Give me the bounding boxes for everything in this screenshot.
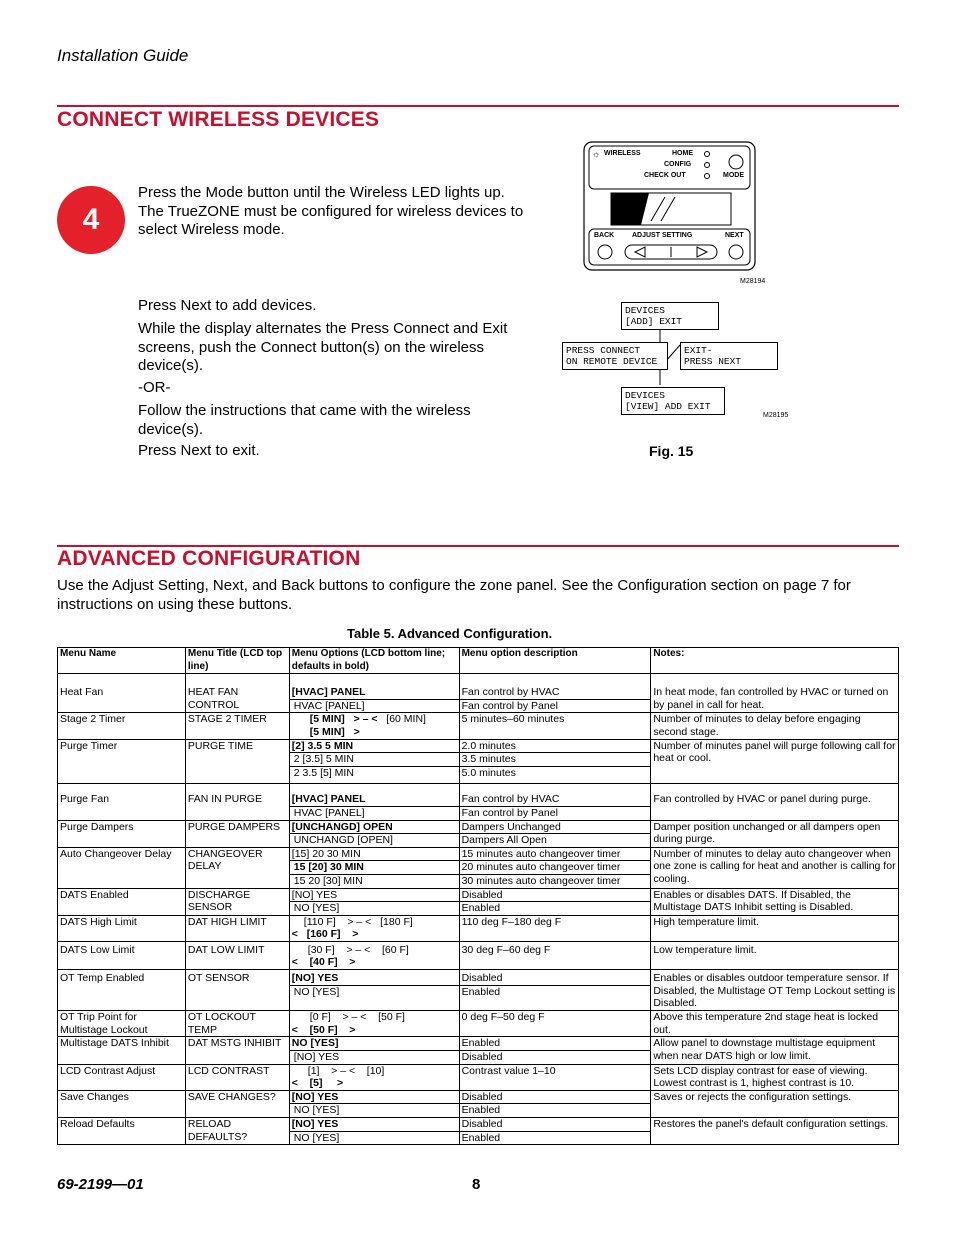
menu-name-cell: Heat Fan: [58, 674, 186, 713]
config-led-label: CONFIG: [664, 161, 692, 168]
table-row: [58, 847, 899, 861]
description-cell: Enabled: [459, 902, 651, 916]
option-cell: [289, 1064, 459, 1077]
col-option-description: Menu option description: [459, 648, 651, 674]
description-cell: Contrast value 1–10: [459, 1064, 651, 1090]
option-arrow-right: >: [352, 928, 359, 941]
lcd-press-connect: [562, 342, 668, 370]
table-row: [58, 888, 899, 902]
description-cell: Enabled: [459, 1131, 651, 1145]
option-cell: [289, 1024, 459, 1037]
option-cell: 2 [3.5] 5 MIN: [289, 753, 459, 767]
description-cell: 30 deg F–60 deg F: [459, 941, 651, 969]
option-arrow: >: [353, 725, 360, 738]
menu-title-cell: DAT MSTG INHIBIT: [185, 1037, 289, 1064]
option-arrows: > – <: [342, 1011, 367, 1024]
menu-name-cell: OT Trip Point for Multistage Lockout: [58, 1011, 186, 1037]
notes-cell: Number of minutes to delay before engaging second stage.: [651, 713, 899, 739]
col-menu-title: Menu Title (LCD top line): [185, 648, 289, 674]
option-max: [180 F]: [380, 915, 413, 928]
description-cell: Disabled: [459, 888, 651, 902]
notes-cell: Number of minutes panel will purge following call for heat or cool.: [651, 739, 899, 784]
menu-title-cell: PURGE DAMPERS: [185, 820, 289, 847]
sun-icon: ☼: [592, 149, 601, 159]
table-row: [58, 970, 899, 986]
col-notes: Notes:: [651, 648, 899, 674]
menu-name-cell: LCD Contrast Adjust: [58, 1064, 186, 1090]
menu-name-cell: Purge Dampers: [58, 820, 186, 847]
option-cell: [289, 941, 459, 956]
menu-name-cell: DATS Enabled: [58, 888, 186, 915]
notes-cell: Restores the panel's default configuration settings.: [651, 1118, 899, 1145]
option-max: [50 F]: [378, 1011, 405, 1024]
option-cell: NO [YES]: [289, 985, 459, 1011]
table-row: [58, 1011, 899, 1024]
lcd-line-1: DEVICES: [625, 390, 665, 401]
menu-title-cell: CHANGEOVER DELAY: [185, 847, 289, 888]
step-instruction-or: -OR-: [138, 379, 171, 396]
menu-title-cell: DAT HIGH LIMIT: [185, 915, 289, 941]
menu-title-cell: PURGE TIME: [185, 739, 289, 784]
lcd-exit-press-next: [680, 342, 778, 370]
description-cell: Disabled: [459, 970, 651, 986]
option-arrow-right: >: [349, 1023, 356, 1036]
zone-panel-illustration: [583, 141, 756, 271]
table-caption: Table 5. Advanced Configuration.: [347, 626, 553, 641]
option-cell: [NO] YES: [289, 1051, 459, 1065]
step-instruction-1: Press the Mode button until the Wireless LED lights up. The TrueZONE must be configured for wireless devices to select Wireless mode.: [138, 184, 524, 238]
mode-button-label: MODE: [723, 172, 744, 179]
option-cell: [HVAC] PANEL: [289, 674, 459, 700]
table-row: [58, 941, 899, 956]
menu-title-cell: OT SENSOR: [185, 970, 289, 1011]
option-default: [5 MIN]: [309, 725, 345, 738]
menu-title-cell: HEAT FAN CONTROL: [185, 674, 289, 713]
option-cell: [UNCHANGD] OPEN: [289, 820, 459, 834]
option-cell: 15 20 [30] MIN: [289, 874, 459, 888]
option-arrows: > – <: [346, 943, 371, 956]
description-cell: 5 minutes–60 minutes: [459, 713, 651, 739]
description-cell: 110 deg F–180 deg F: [459, 915, 651, 941]
menu-name-cell: Auto Changeover Delay: [58, 847, 186, 888]
description-cell: Disabled: [459, 1051, 651, 1065]
option-max: [60 F]: [381, 943, 409, 956]
notes-cell: Damper position unchanged or all dampers open during purge.: [651, 820, 899, 847]
option-arrows: > – <: [353, 713, 378, 726]
step-instruction-3: While the display alternates the Press Connect and Exit screens, push the Connect button(s) on the wireless device(s).: [138, 320, 508, 374]
lcd-line-2: [ADD] EXIT: [625, 316, 683, 327]
option-cell: 2 3.5 [5] MIN: [289, 766, 459, 784]
adjust-setting-label: ADJUST SETTING: [632, 232, 693, 239]
description-cell: Disabled: [459, 1118, 651, 1132]
menu-name-cell: Stage 2 Timer: [58, 713, 186, 739]
notes-cell: In heat mode, fan controlled by HVAC or turned on by panel in call for heat.: [651, 674, 899, 713]
option-min: [110 F]: [303, 915, 336, 928]
step-instruction-5: Press Next to exit.: [138, 442, 260, 459]
option-cell: [HVAC] PANEL: [289, 784, 459, 807]
description-cell: Enabled: [459, 985, 651, 1011]
lcd-devices-add: [621, 302, 719, 330]
step-number-badge: 4: [57, 186, 125, 254]
description-cell: Dampers All Open: [459, 834, 651, 848]
description-cell: 3.5 minutes: [459, 753, 651, 767]
menu-name-cell: DATS Low Limit: [58, 941, 186, 969]
option-cell: NO [YES]: [289, 1037, 459, 1051]
table-row: [58, 1090, 899, 1104]
option-default: [40 F]: [309, 956, 338, 969]
option-cell: HVAC [PANEL]: [289, 806, 459, 820]
notes-cell: Fan controlled by HVAC or panel during purge.: [651, 784, 899, 820]
notes-cell: Enables or disables DATS. If Disabled, the Multistage DATS Inhibit setting is Disabled.: [651, 888, 899, 915]
menu-name-cell: OT Temp Enabled: [58, 970, 186, 1011]
description-cell: 0 deg F–50 deg F: [459, 1011, 651, 1037]
option-cell: [289, 915, 459, 928]
col-menu-options: Menu Options (LCD bottom line; defaults in bold): [289, 648, 459, 674]
option-max: [10]: [366, 1064, 385, 1077]
notes-cell: Low temperature limit.: [651, 941, 899, 969]
lcd-line-2: [VIEW] ADD EXIT: [625, 401, 711, 412]
table-row: [58, 674, 899, 700]
option-arrow-left: <: [291, 1023, 298, 1036]
col-menu-name: Menu Name: [58, 648, 186, 674]
option-cell: [289, 713, 459, 726]
section-title-advanced: ADVANCED CONFIGURATION: [57, 547, 361, 570]
option-cell: [289, 1011, 459, 1024]
menu-name-cell: Purge Timer: [58, 739, 186, 784]
option-max: [60 MIN]: [386, 713, 426, 726]
notes-cell: Sets LCD display contrast for ease of viewing. Lowest contrast is 1, highest contrast is 10.: [651, 1064, 899, 1090]
notes-cell: Allow panel to downstage multistage equipment when near DATS high or low limit.: [651, 1037, 899, 1064]
menu-name-cell: Save Changes: [58, 1090, 186, 1117]
option-cell: [NO] YES: [289, 888, 459, 902]
option-arrow-right: >: [337, 1077, 344, 1090]
description-cell: 5.0 minutes: [459, 766, 651, 784]
menu-title-cell: FAN IN PURGE: [185, 784, 289, 820]
option-cell: [289, 956, 459, 969]
flow-figure-code: M28195: [763, 412, 789, 419]
table-row: [58, 1118, 899, 1132]
option-cell: 15 [20] 30 MIN: [289, 861, 459, 875]
option-min: [30 F]: [307, 943, 335, 956]
advanced-config-table: [57, 647, 899, 1145]
option-cell: [NO] YES: [289, 1090, 459, 1104]
wireless-led-label: WIRELESS: [604, 150, 641, 157]
option-cell: NO [YES]: [289, 1104, 459, 1118]
option-arrows: > – <: [347, 915, 372, 928]
step-instruction-2: Press Next to add devices.: [138, 297, 317, 314]
lcd-line-1: DEVICES: [625, 305, 665, 316]
menu-name-cell: DATS High Limit: [58, 915, 186, 941]
option-cell: HVAC [PANEL]: [289, 699, 459, 713]
description-cell: Fan control by Panel: [459, 806, 651, 820]
option-cell: NO [YES]: [289, 1131, 459, 1145]
option-min: [1]: [307, 1064, 320, 1077]
menu-title-cell: DAT LOW LIMIT: [185, 941, 289, 969]
table-row: [58, 1064, 899, 1077]
notes-cell: Above this temperature 2nd stage heat is locked out.: [651, 1011, 899, 1037]
notes-cell: Number of minutes to delay auto changeover when one zone is calling for heat and another is calling for cooling.: [651, 847, 899, 888]
option-min: [5 MIN]: [309, 713, 345, 726]
option-arrow-left: <: [291, 956, 298, 969]
home-led-label: HOME: [672, 150, 693, 157]
option-cell: [NO] YES: [289, 1118, 459, 1132]
menu-title-cell: SAVE CHANGES?: [185, 1090, 289, 1117]
option-cell: [289, 1077, 459, 1090]
checkout-led-label: CHECK OUT: [644, 172, 686, 179]
lcd-line-1: EXIT-: [684, 345, 713, 356]
section-title-wireless: CONNECT WIRELESS DEVICES: [57, 108, 380, 131]
lcd-devices-view: [621, 387, 725, 415]
menu-name-cell: Purge Fan: [58, 784, 186, 820]
advanced-intro: Use the Adjust Setting, Next, and Back buttons to configure the zone panel. See the Configuration section on page 7 for instructions on using these buttons.: [57, 577, 851, 613]
option-cell: [NO] YES: [289, 970, 459, 986]
option-arrows: > – <: [331, 1064, 356, 1077]
option-cell: [289, 726, 459, 739]
notes-cell: Enables or disables outdoor temperature sensor. If Disabled, the Multistage OT Temp Lockout setting is Disabled.: [651, 970, 899, 1011]
option-arrow-left: <: [291, 928, 298, 941]
menu-title-cell: LCD CONTRAST: [185, 1064, 289, 1090]
notes-cell: High temperature limit.: [651, 915, 899, 941]
step-instruction-4: Follow the instructions that came with the wireless device(s).: [138, 402, 471, 438]
description-cell: 20 minutes auto changeover timer: [459, 861, 651, 875]
table-row: [58, 784, 899, 807]
option-arrow-right: >: [349, 956, 356, 969]
document-number: 69-2199—01: [57, 1176, 144, 1193]
section-rule-top: [57, 105, 899, 107]
lcd-line-2: PRESS NEXT: [684, 356, 742, 367]
description-cell: 15 minutes auto changeover timer: [459, 847, 651, 861]
description-cell: Enabled: [459, 1104, 651, 1118]
option-cell: UNCHANGD [OPEN]: [289, 834, 459, 848]
description-cell: 2.0 minutes: [459, 739, 651, 753]
panel-figure-code: M28194: [740, 278, 766, 285]
description-cell: Fan control by Panel: [459, 699, 651, 713]
lcd-line-2: ON REMOTE DEVICE: [566, 356, 658, 367]
option-cell: NO [YES]: [289, 902, 459, 916]
table-row: [58, 713, 899, 726]
running-header: Installation Guide: [57, 46, 189, 65]
figure-caption: Fig. 15: [649, 443, 694, 459]
option-cell: [289, 928, 459, 941]
back-button-label: BACK: [594, 232, 615, 239]
menu-title-cell: DISCHARGE SENSOR: [185, 888, 289, 915]
option-default: [50 F]: [309, 1023, 338, 1036]
table-header-row: [58, 648, 899, 674]
description-cell: Fan control by HVAC: [459, 784, 651, 807]
menu-name-cell: Reload Defaults: [58, 1118, 186, 1145]
option-cell: [15] 20 30 MIN: [289, 847, 459, 861]
option-cell: [2] 3.5 5 MIN: [289, 739, 459, 753]
menu-title-cell: OT LOCKOUT TEMP: [185, 1011, 289, 1037]
table-row: [58, 915, 899, 928]
option-min: [0 F]: [309, 1011, 331, 1024]
option-arrow-left: <: [291, 1077, 298, 1090]
description-cell: Enabled: [459, 1037, 651, 1051]
menu-title-cell: STAGE 2 TIMER: [185, 713, 289, 739]
page-number: 8: [472, 1176, 481, 1193]
option-default: [160 F]: [306, 928, 341, 941]
description-cell: Disabled: [459, 1090, 651, 1104]
menu-name-cell: Multistage DATS Inhibit: [58, 1037, 186, 1064]
table-row: [58, 739, 899, 753]
table-row: [58, 1037, 899, 1051]
table-row: [58, 820, 899, 834]
menu-title-cell: RELOAD DEFAULTS?: [185, 1118, 289, 1145]
option-default: [5]: [309, 1077, 323, 1090]
description-cell: 30 minutes auto changeover timer: [459, 874, 651, 888]
next-button-label: NEXT: [725, 232, 744, 239]
description-cell: Dampers Unchanged: [459, 820, 651, 834]
lcd-line-1: PRESS CONNECT: [566, 345, 641, 356]
notes-cell: Saves or rejects the configuration settings.: [651, 1090, 899, 1117]
description-cell: Fan control by HVAC: [459, 674, 651, 700]
